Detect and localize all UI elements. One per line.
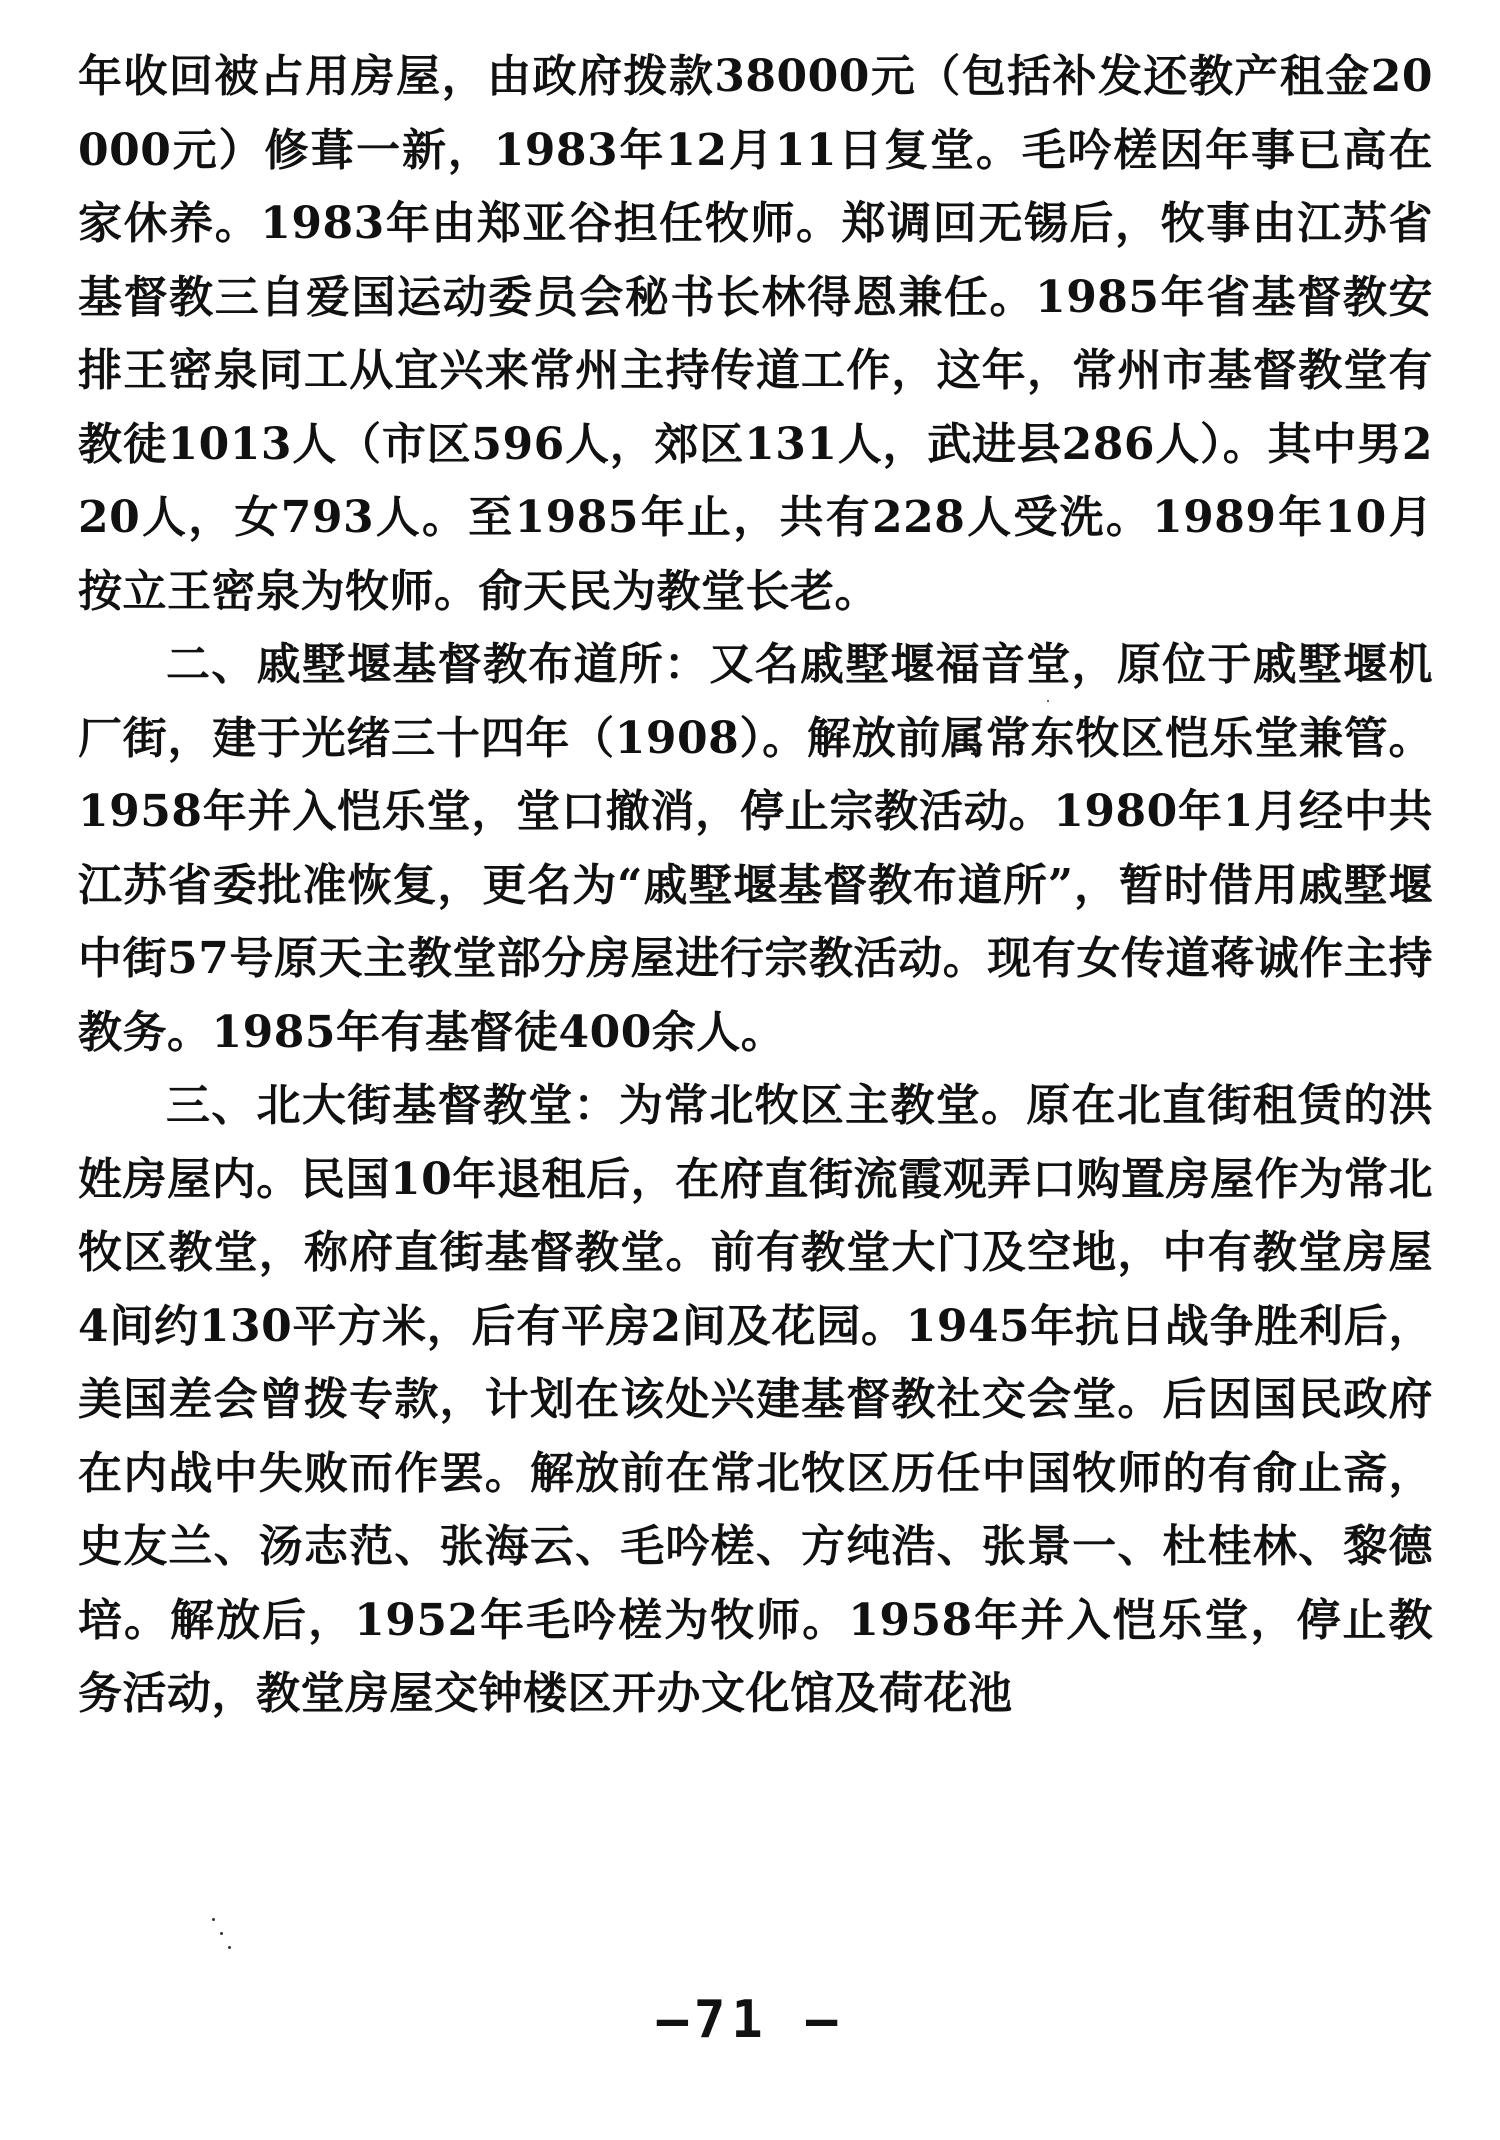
paragraph-qishuyan-mission: 二、戚墅堰基督教布道所：又名戚墅堰福音堂，原位于戚墅堰机厂街，建于光绪三十四年（1908）。解放前属常东牧区恺乐堂兼管。1958年并入恺乐堂，堂口撤消，停止宗教活动。1980年1月经中共江苏省委批准恢复，更名为“戚墅堰基督教布道所”，暂时借用戚墅堰中街57号原天主教堂部分房屋进行宗教活动。现有女传道蒋诚作主持教务。1985年有基督徒400余人。 <box>78 639 1433 1058</box>
body-text <box>78 40 1433 1731</box>
scan-speck <box>220 1932 223 1935</box>
paragraph-beidajie-church: 三、北大街基督教堂：为常北牧区主教堂。原在北直街租赁的洪姓房屋内。民国10年退租后，在府直街流霞观弄口购置房屋作为常北牧区教堂，称府直街基督教堂。前有教堂大门及空地，中有教堂房屋4间约130平方米，后有平房2间及花园。1945年抗日战争胜利后，美国差会曾拨专款，计划在该处兴建基督教社交会堂。后因国民政府在内战中失败而作罢。解放前在常北牧区历任中国牧师的有俞止斋，史友兰、汤志范、张海云、毛吟槎、方纯浩、张景一、杜桂林、黎德培。解放后，1952年毛吟槎为牧师。1958年并入恺乐堂，停止教务活动，教堂房屋交钟楼区开办文化馆及荷花池 <box>78 1080 1433 1719</box>
scan-speck <box>228 1946 231 1949</box>
page-number: —71 — <box>656 1990 844 2050</box>
paragraph-continuation: 年收回被占用房屋，由政府拨款38000元（包括补发还教产租金20000元）修葺一新，1983年12月11日复堂。毛吟槎因年事已高在家休养。1983年由郑亚谷担任牧师。郑调回无锡后，牧事由江苏省基督教三自爱国运动委员会秘书长林得恩兼任。1985年省基督教安排王密泉同工从宜兴来常州主持传道工作，这年，常州市基督教堂有教徒1013人（市区596人，郊区131人，武进县286人）。其中男220人，女793人。至1985年止，共有228人受洗。1989年10月按立王密泉为牧师。俞天民为教堂长老。 <box>78 51 1433 617</box>
scan-speck <box>1047 700 1049 702</box>
scan-speck <box>212 1918 215 1921</box>
